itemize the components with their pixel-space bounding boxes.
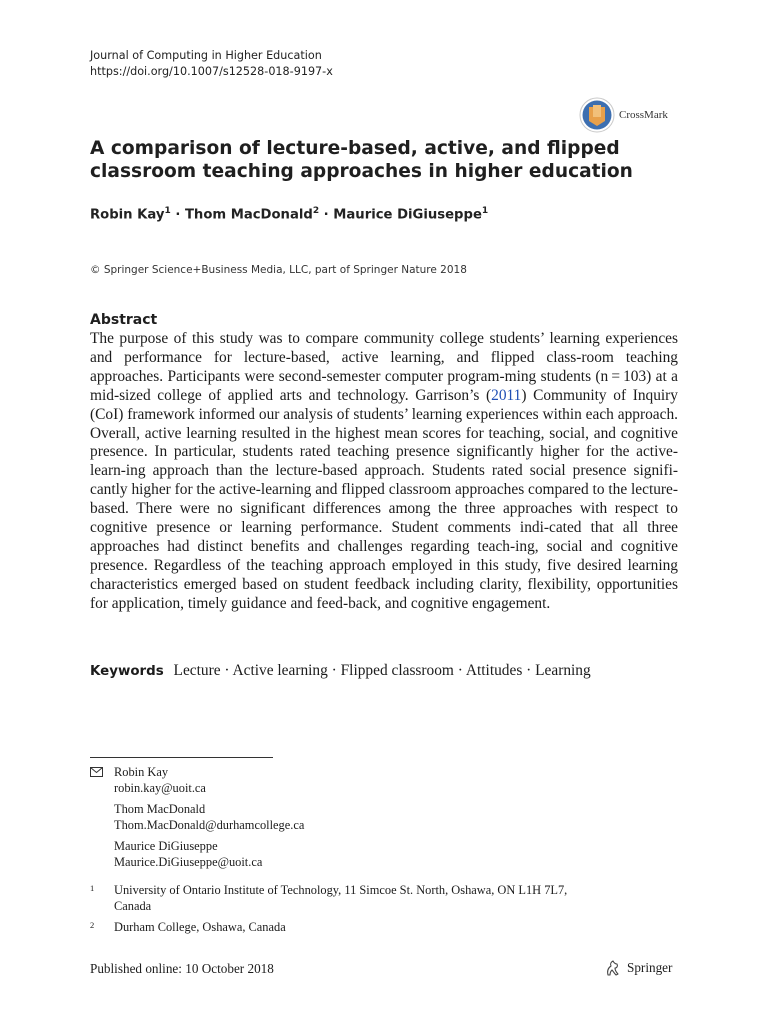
affiliation-line: University of Ontario Institute of Technology, 11 Simcoe St. North, Oshawa, ON L1H 7L7, [114,883,568,897]
copyright-notice: © Springer Science+Business Media, LLC, part of Springer Nature 2018 [90,264,467,276]
contact-entry [114,765,206,796]
envelope-icon [90,767,103,777]
affiliation [90,883,710,915]
affiliation-text [114,883,654,914]
citation-link[interactable]: 2011 [491,386,522,404]
abstract-text: ) Community of Inquiry (CoI) framework informed our analysis of students’ learning experiences within each approach. Overall, active learning resulted in the highest mean scores for teaching, social, and cognitive presence. In particular, students rated teaching presence significantly higher for the active-learn-ing approach than the lecture-based approach. Students rated social presence signifi-cantly higher for the active-learning and flipped classroom approaches compared to the lecture-based. There were no significant differences among the three approaches with respect to cognitive presence or learning performance. Student comments indi-cated that all three approaches had distinct benefits and challenges regarding teach-ing, social and cognitive presence. Regardless of the teaching approach employed in this study, five desired learning characteristics emerged based on student feedback including clarity, flexibility, opportunities for application, timely guidance and feed-back, and cognitive engagement. [90,386,679,612]
correspondence [90,765,690,875]
publisher-name: Springer [627,960,673,975]
contact-entry [114,802,304,833]
crossmark-badge[interactable] [579,97,683,133]
journal-header [90,48,333,80]
published-date: Published online: 10 October 2018 [90,961,274,976]
contact-email[interactable]: Thom.MacDonald@durhamcollege.ca [114,817,305,832]
author-name[interactable]: Robin Kay [90,207,165,223]
paper-title [90,137,690,183]
crossmark-icon [579,97,615,133]
contact-email[interactable]: Maurice.DiGiuseppe@uoit.ca [114,854,263,869]
author-name[interactable]: Maurice DiGiuseppe [333,207,482,223]
keywords-list: Lecture · Active learning · Flipped classroom · Attitudes · Learning [173,662,591,679]
author-list [90,206,690,222]
author-name[interactable]: Thom MacDonald [184,207,313,223]
affiliation-number: 2 [90,920,95,930]
abstract-body [90,330,678,614]
author-affiliation-mark: 1 [164,206,171,216]
contact-name: Maurice DiGiuseppe [114,839,218,853]
abstract-heading: Abstract [90,312,158,328]
keywords [90,662,591,680]
springer-horse-icon [602,958,622,978]
author-separator: · [319,207,334,223]
affiliation [90,920,710,936]
author-affiliation-mark: 2 [312,206,320,216]
author-affiliation-mark: 1 [481,206,489,216]
publisher-logo [602,958,672,978]
abstract-text: The purpose of this study was to compare community college students’ learning experiences and performance for lecture-based, active learning, and flipped class-room teaching approaches. Participants were second-semester computer program-ming students (n = 103) at a mid-sized college of applied arts and technology. Garrison’s ( [90,330,678,404]
doi-link[interactable]: https://doi.org/10.1007/s12528-018-9197-x [90,65,333,78]
affiliation-line: Durham College, Oshawa, Canada [114,920,286,934]
keywords-label: Keywords [90,664,164,679]
title-line-2: classroom teaching approaches in higher education [90,161,633,182]
contact-name: Thom MacDonald [114,802,206,816]
journal-name: Journal of Computing in Higher Education [90,49,322,62]
author-separator: · [170,207,185,223]
contact-name: Robin Kay [114,765,169,779]
affiliation-number: 1 [90,883,95,893]
contact-email[interactable]: robin.kay@uoit.ca [114,780,206,795]
crossmark-label: CrossMark [619,109,668,121]
footnote-divider [90,757,273,758]
affiliation-text [114,920,654,936]
title-line-1: A comparison of lecture-based, active, and flipped [90,138,620,159]
contact-entry [114,839,262,870]
affiliation-line: Canada [114,898,152,913]
